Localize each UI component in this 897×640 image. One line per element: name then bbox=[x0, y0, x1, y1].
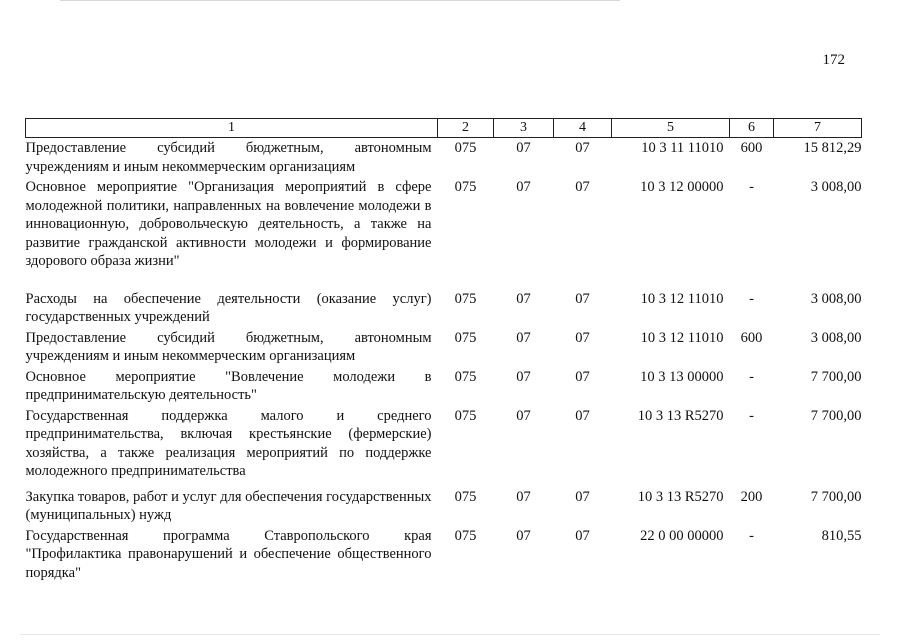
row-subsection: 07 bbox=[575, 179, 590, 195]
row-subsection: 07 bbox=[575, 407, 590, 424]
row-ministry-code: 075 bbox=[454, 488, 477, 505]
row-section: 07 bbox=[516, 329, 531, 346]
row-name: Расходы на обеспечение деятельности (оказание услуг) государственных учреждений bbox=[25, 290, 432, 325]
row-ministry-code: 075 bbox=[454, 407, 477, 424]
row-expense-type: 600 bbox=[740, 140, 763, 156]
budget-table bbox=[25, 118, 862, 583]
row-target-code: 10 3 13 R5270 bbox=[637, 407, 724, 424]
row-amount: 3 008,00 bbox=[810, 290, 862, 307]
page-number: 172 bbox=[822, 52, 845, 68]
scan-edge-top bbox=[60, 0, 620, 1]
row-subsection: 07 bbox=[575, 290, 590, 307]
row-section: 07 bbox=[516, 179, 531, 195]
table-row bbox=[26, 328, 862, 367]
row-name: Закупка товаров, работ и услуг для обеспечения государственных (муниципальных) нужд bbox=[25, 488, 432, 523]
row-expense-type: - bbox=[749, 368, 754, 385]
header-col-6: 6 bbox=[730, 119, 774, 138]
row-ministry-code: 075 bbox=[454, 290, 477, 307]
row-amount: 7 700,00 bbox=[810, 488, 862, 505]
row-amount: 15 812,29 bbox=[803, 140, 862, 156]
row-name: Основное мероприятие "Вовлечение молодежи в предпринимательскую деятельность" bbox=[25, 368, 432, 403]
table-row bbox=[26, 406, 862, 487]
row-target-code: 22 0 00 00000 bbox=[640, 527, 724, 544]
row-target-code: 10 3 11 11010 bbox=[641, 140, 724, 156]
table-header-row bbox=[26, 119, 862, 138]
header-col-4: 4 bbox=[554, 119, 612, 138]
row-amount: 7 700,00 bbox=[810, 368, 862, 385]
row-name: Предоставление субсидий бюджетным, автономным учреждениям и иным некоммерческим организациям bbox=[25, 140, 432, 175]
scan-edge-bottom bbox=[20, 634, 880, 635]
table-row bbox=[26, 177, 862, 289]
table-row bbox=[26, 138, 862, 178]
row-ministry-code: 075 bbox=[454, 368, 477, 385]
row-amount: 7 700,00 bbox=[810, 407, 862, 424]
row-expense-type: 600 bbox=[740, 329, 763, 346]
row-section: 07 bbox=[516, 527, 531, 544]
header-col-3: 3 bbox=[494, 119, 554, 138]
row-ministry-code: 075 bbox=[454, 527, 477, 544]
row-subsection: 07 bbox=[575, 488, 590, 505]
row-subsection: 07 bbox=[575, 527, 590, 544]
row-expense-type: - bbox=[749, 527, 754, 544]
row-section: 07 bbox=[516, 368, 531, 385]
row-subsection: 07 bbox=[575, 140, 590, 156]
row-ministry-code: 075 bbox=[454, 140, 477, 156]
row-section: 07 bbox=[516, 140, 531, 156]
row-section: 07 bbox=[516, 407, 531, 424]
table-row bbox=[26, 526, 862, 584]
row-target-code: 10 3 13 00000 bbox=[640, 368, 724, 385]
row-amount: 810,55 bbox=[821, 527, 862, 544]
row-target-code: 10 3 12 00000 bbox=[640, 179, 724, 195]
row-section: 07 bbox=[516, 290, 531, 307]
row-name: Государственная поддержка малого и среднего предпринимательства, включая крестьянские (фермерские) хозяйства, а также реализация мероприятий по поддержке молодежного предпринимательства bbox=[25, 407, 432, 479]
header-col-2: 2 bbox=[438, 119, 494, 138]
table-row bbox=[26, 367, 862, 406]
row-amount: 3 008,00 bbox=[810, 329, 862, 346]
row-section: 07 bbox=[516, 488, 531, 505]
row-amount: 3 008,00 bbox=[810, 179, 862, 195]
row-name: Предоставление субсидий бюджетным, автономным учреждениям и иным некоммерческим организациям bbox=[25, 329, 432, 364]
row-name: Основное мероприятие "Организация мероприятий в сфере молодежной политики, направленных на вовлечение молодежи в инновационную, добровольческую деятельность, а также на развитие гражданской активности молодежи и формирование здорового образа жизни" bbox=[25, 179, 432, 269]
row-expense-type: - bbox=[749, 407, 754, 424]
table-row bbox=[26, 289, 862, 328]
row-target-code: 10 3 12 11010 bbox=[640, 329, 724, 346]
row-target-code: 10 3 12 11010 bbox=[640, 290, 724, 307]
row-expense-type: - bbox=[749, 179, 754, 195]
header-col-1: 1 bbox=[26, 119, 438, 138]
row-subsection: 07 bbox=[575, 329, 590, 346]
row-subsection: 07 bbox=[575, 368, 590, 385]
row-name: Государственная программа Ставропольского края "Профилактика правонарушений и обеспечение общественного порядка" bbox=[25, 527, 432, 581]
header-col-5: 5 bbox=[612, 119, 730, 138]
header-col-7: 7 bbox=[774, 119, 862, 138]
row-ministry-code: 075 bbox=[454, 329, 477, 346]
table-row bbox=[26, 487, 862, 526]
row-target-code: 10 3 13 R5270 bbox=[637, 488, 724, 505]
row-ministry-code: 075 bbox=[454, 179, 477, 195]
row-expense-type: - bbox=[749, 290, 754, 307]
row-expense-type: 200 bbox=[740, 488, 763, 505]
